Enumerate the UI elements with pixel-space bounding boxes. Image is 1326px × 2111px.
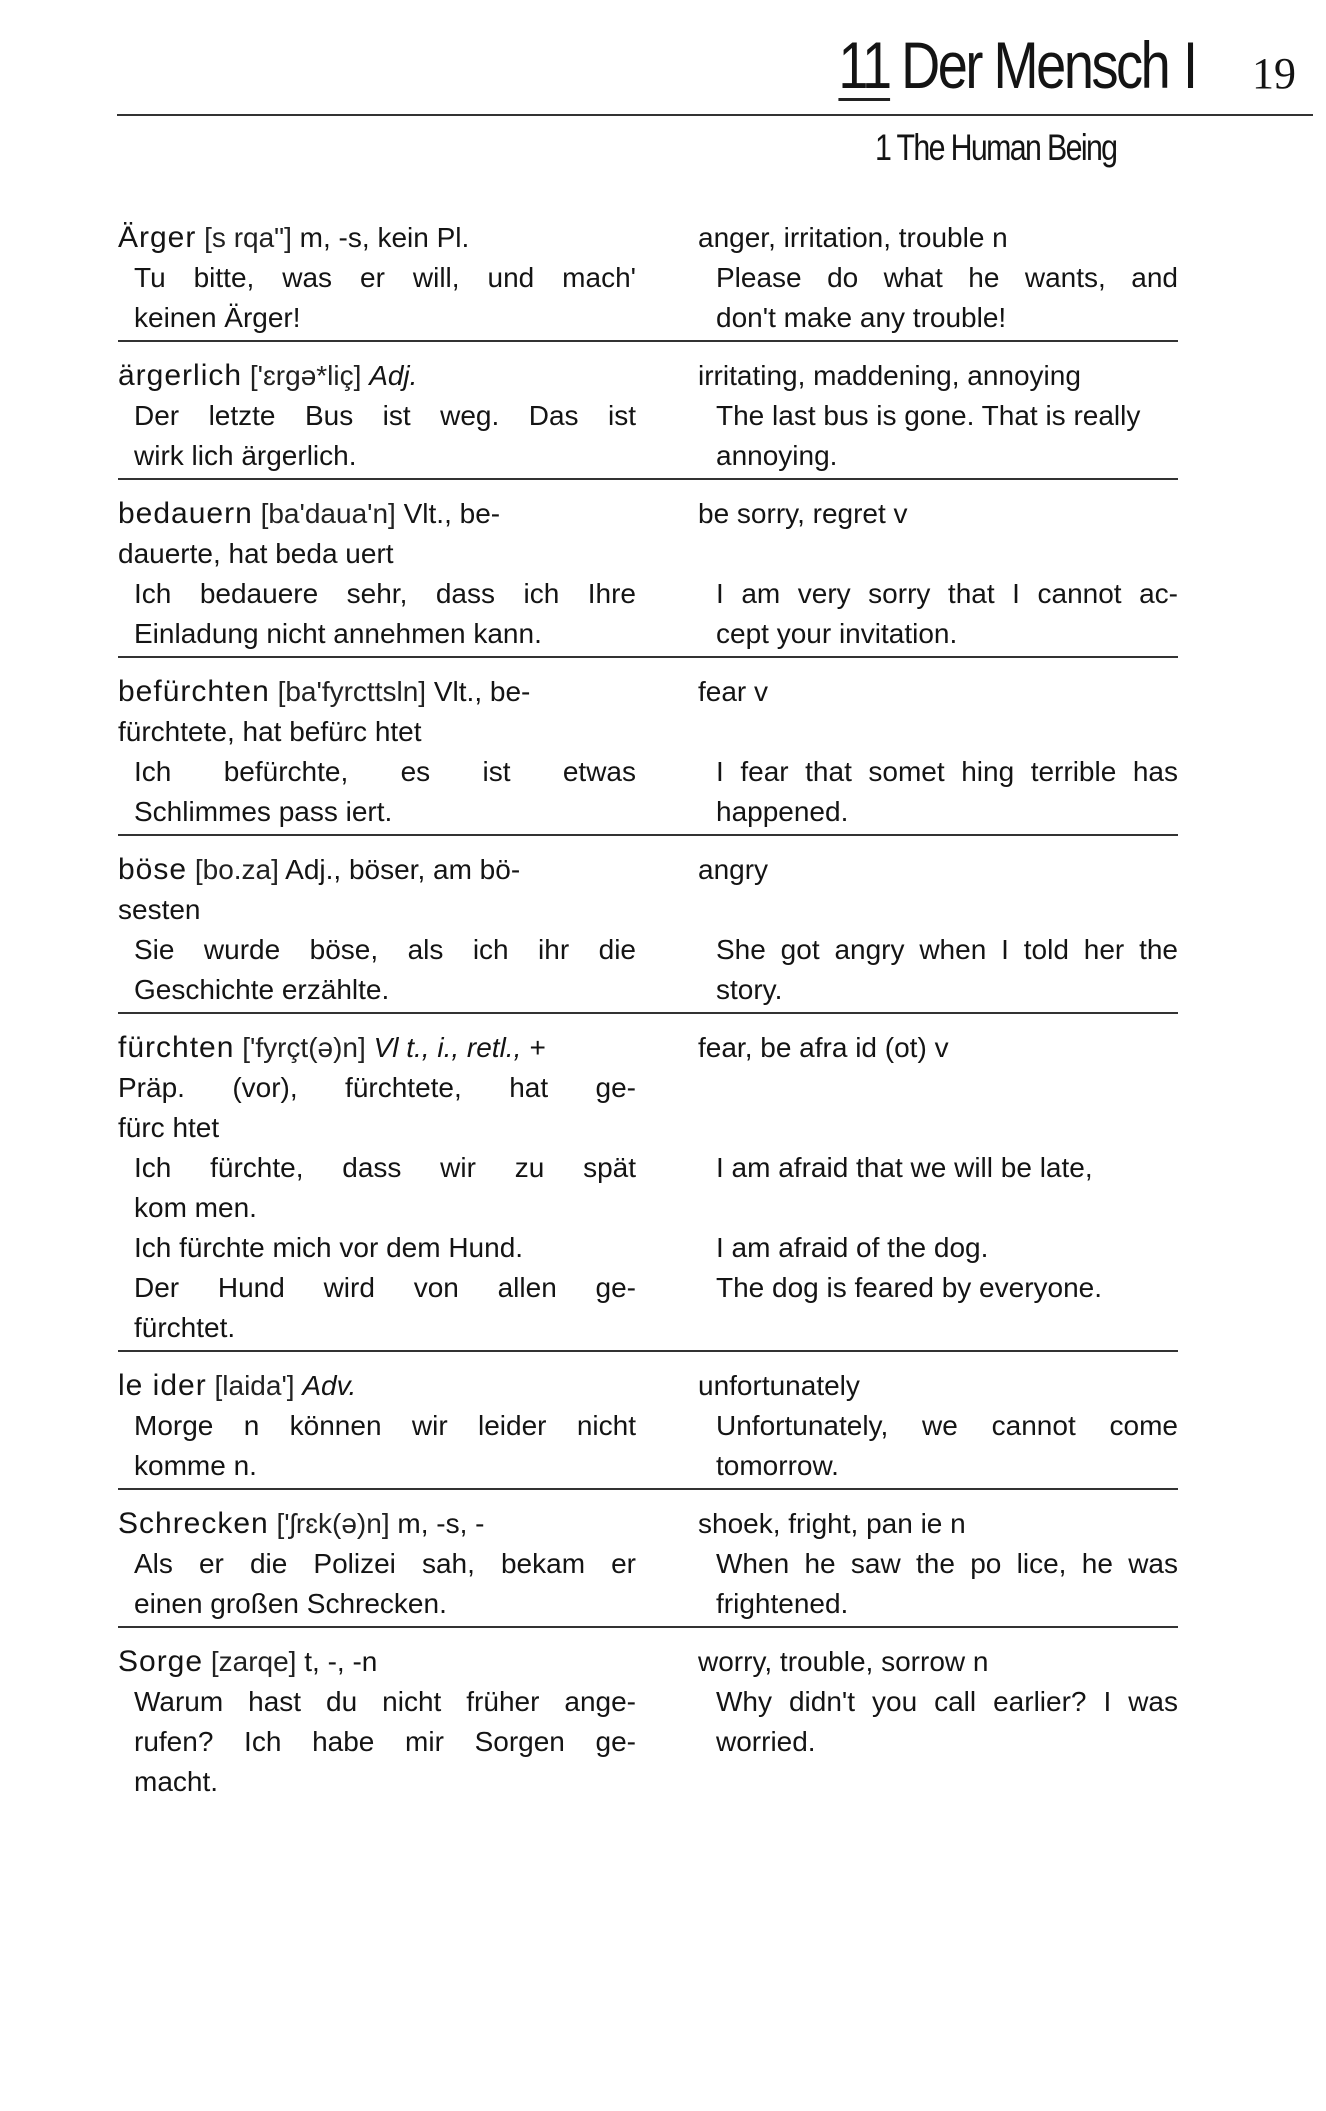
entry-german-column: [118, 672, 636, 832]
entry-bedauern: [118, 492, 1178, 658]
pronunciation: ['ɛrgə*liç]: [249, 360, 362, 391]
entry-english-column: [698, 356, 1178, 476]
english-translation: unfortunately: [698, 1370, 860, 1401]
english-example-line: Please do what he wants, and: [716, 262, 1178, 293]
entry-german-column: [118, 1366, 636, 1486]
entry-german-column: [118, 1028, 636, 1348]
section-subtitle: 1 The Human Being: [874, 127, 1116, 168]
english-example-line: tomorrow.: [716, 1450, 839, 1481]
grammar-continuation: dauerte, hat beda uert: [118, 538, 394, 569]
german-example-line: Morge n können wir leider nicht: [134, 1410, 636, 1441]
english-translation: angry: [698, 854, 769, 885]
english-example-line: She got angry when I told her the: [716, 934, 1178, 965]
headword: le ider: [118, 1369, 207, 1402]
headword: Ärger: [118, 221, 197, 254]
german-example-line: wirk lich ärgerlich.: [134, 440, 357, 471]
entry-english-column: [698, 672, 1178, 832]
pronunciation: ['ʃrɛk(ə)n]: [276, 1508, 390, 1539]
headword: böse: [118, 853, 188, 886]
english-translation: fear, be afra id (ot) v: [698, 1032, 949, 1063]
english-example-line: I am afraid of the dog.: [716, 1232, 989, 1263]
german-example-line: Der letzte Bus ist weg. Das ist: [134, 400, 636, 431]
german-example-line: Geschichte erzählte.: [134, 974, 390, 1005]
english-translation: shoek, fright, pan ie n: [698, 1508, 966, 1539]
pronunciation: ['fyrçt(ə)n]: [242, 1032, 366, 1063]
headword: Schrecken: [118, 1507, 269, 1540]
english-example-line: annoying.: [716, 440, 838, 471]
entry-german-column: [118, 850, 636, 1010]
headword: fürchten: [118, 1031, 235, 1064]
grammar-info: Vlt., be-: [433, 676, 531, 707]
entry-german-column: [118, 356, 636, 476]
entry-sorge: [118, 1640, 1178, 1804]
grammar-info: Adj., böser, am bö-: [285, 854, 521, 885]
english-example-line: I fear that somet hing terrible has: [716, 756, 1178, 787]
entry-boese: [118, 848, 1178, 1014]
german-example-line: Schlimmes pass iert.: [134, 796, 393, 827]
german-example-line: Sie wurde böse, als ich ihr die: [134, 934, 636, 965]
headword: befürchten: [118, 675, 270, 708]
english-example-line: frightened.: [716, 1588, 849, 1619]
header-rule: [117, 114, 1313, 116]
grammar-info: m, -s, -: [397, 1508, 485, 1539]
german-example-line: Ich befürchte, es ist etwas: [134, 756, 636, 787]
pronunciation: [ba'daua'n]: [260, 498, 396, 529]
german-example-line: kom men.: [134, 1192, 257, 1223]
entry-english-column: [698, 850, 1178, 1010]
pronunciation: [s rqa"]: [204, 222, 292, 253]
entry-german-column: [118, 1504, 636, 1624]
english-example-line: I am very sorry that I cannot ac-: [716, 578, 1178, 609]
english-example-line: story.: [716, 974, 783, 1005]
grammar-continuation: Präp. (vor), fürchtete, hat ge-: [118, 1072, 636, 1103]
german-example-line: keinen Ärger!: [134, 302, 301, 333]
entry-english-column: [698, 1504, 1178, 1624]
english-example-line: Unfortunately, we cannot come: [716, 1410, 1178, 1441]
pronunciation: [laida']: [214, 1370, 295, 1401]
entry-aergerlich: [118, 354, 1178, 480]
entry-schrecken: [118, 1502, 1178, 1628]
english-translation: fear v: [698, 676, 769, 707]
german-example-line: Warum hast du nicht früher ange-: [134, 1686, 636, 1717]
german-example-line: Ich bedauere sehr, dass ich Ihre: [134, 578, 636, 609]
entry-german-column: [118, 218, 636, 338]
english-translation: irritating, maddening, annoying: [698, 360, 1081, 391]
english-example-line: The dog is feared by everyone.: [716, 1272, 1103, 1303]
english-example-line: I am afraid that we will be late,: [716, 1152, 1093, 1183]
grammar-info: m, -s, kein Pl.: [299, 222, 470, 253]
chapter-heading: [838, 28, 1196, 102]
german-example-line: komme n.: [134, 1450, 257, 1481]
german-example-line: einen großen Schrecken.: [134, 1588, 447, 1619]
entry-english-column: [698, 494, 1178, 654]
english-translation: anger, irritation, trouble n: [698, 222, 1008, 253]
english-example-line: don't make any trouble!: [716, 302, 1007, 333]
english-example-line: The last bus is gone. That is really: [716, 400, 1141, 431]
grammar-info: Adj.: [369, 360, 418, 391]
entry-english-column: [698, 1028, 1178, 1348]
chapter-title: Der Mensch: [901, 28, 1169, 102]
german-example-line: Tu bitte, was er will, und mach': [134, 262, 636, 293]
chapter-number: 11: [838, 28, 891, 102]
grammar-continuation: sesten: [118, 894, 201, 925]
entry-german-column: [118, 494, 636, 654]
grammar-info: Vl t., i., retl., +: [373, 1032, 546, 1063]
english-example-line: cept your invitation.: [716, 618, 958, 649]
entry-english-column: [698, 1366, 1178, 1486]
entry-befuerchten: [118, 670, 1178, 836]
english-example-line: Why didn't you call earlier? I was: [716, 1686, 1178, 1717]
entry-english-column: [698, 218, 1178, 338]
german-example-line: Ich fürchte, dass wir zu spät: [134, 1152, 636, 1183]
english-translation: worry, trouble, sorrow n: [698, 1646, 989, 1677]
english-translation: be sorry, regret v: [698, 498, 908, 529]
entry-english-column: [698, 1642, 1178, 1802]
german-example-line: fürchtet.: [134, 1312, 236, 1343]
grammar-continuation: fürchtete, hat befürc htet: [118, 716, 422, 747]
entry-aerger: [118, 216, 1178, 342]
english-example-line: happened.: [716, 796, 849, 827]
headword: ärgerlich: [118, 359, 243, 392]
german-example-line: Einladung nicht annehmen kann.: [134, 618, 542, 649]
german-example-line: macht.: [134, 1766, 219, 1797]
headword: bedauern: [118, 497, 253, 530]
german-example-line: Als er die Polizei sah, bekam er: [134, 1548, 636, 1579]
german-example-line: rufen? Ich habe mir Sorgen ge-: [134, 1726, 636, 1757]
grammar-info: t, -, -n: [304, 1646, 378, 1677]
grammar-info: Adv.: [302, 1370, 357, 1401]
entry-list: [118, 216, 1178, 1816]
page-number: 19: [1252, 49, 1296, 98]
pronunciation: [ba'fyrcttsln]: [277, 676, 427, 707]
entry-german-column: [118, 1642, 636, 1802]
pronunciation: [zarqe]: [210, 1646, 297, 1677]
grammar-info: Vlt., be-: [403, 498, 501, 529]
german-example-line: Ich fürchte mich vor dem Hund.: [134, 1232, 524, 1263]
english-example-line: worried.: [716, 1726, 816, 1757]
german-example-line: Der Hund wird von allen ge-: [134, 1272, 636, 1303]
english-example-line: When he saw the po lice, he was: [716, 1548, 1178, 1579]
entry-leider: [118, 1364, 1178, 1490]
pronunciation: [bo.za]: [194, 854, 279, 885]
entry-fuerchten: [118, 1026, 1178, 1352]
headword: Sorge: [118, 1645, 204, 1678]
chapter-bar: I: [1183, 28, 1196, 102]
grammar-continuation: fürc htet: [118, 1112, 220, 1143]
